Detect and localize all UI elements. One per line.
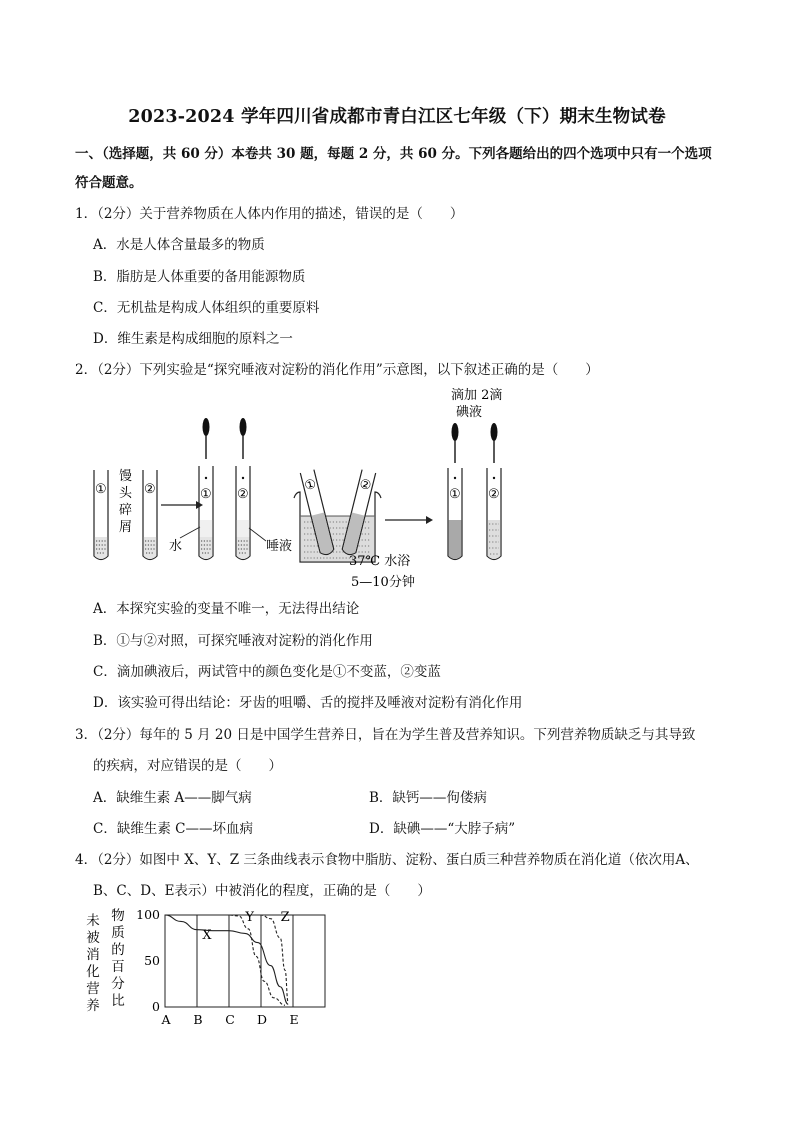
q3-stem-line1: 3．（2分）每年的 5 月 20 日是中国学生营养日，旨在为学生普及营养知识。下列营养物质缺乏与其导致	[75, 727, 696, 743]
svg-text:①: ①	[449, 487, 461, 502]
water-bath-label: 37℃ 水浴	[349, 554, 411, 569]
q1-stem: 1．（2分）关于营养物质在人体内作用的描述，错误的是（ ）	[75, 206, 464, 222]
series-label-x: X	[202, 928, 212, 944]
ylabel-right-char: 质	[111, 925, 125, 941]
ylabel-left-char: 养	[86, 998, 100, 1014]
svg-text:②: ②	[488, 487, 500, 502]
x-category-label: A	[161, 1012, 171, 1027]
test-tube-1-final	[448, 468, 462, 560]
test-tube-2-initial	[143, 470, 157, 560]
ylabel-left-char: 营	[86, 981, 100, 997]
y-tick-label: 50	[144, 953, 160, 968]
x-category-label: C	[225, 1012, 235, 1027]
y-tick-label: 0	[152, 999, 160, 1014]
svg-text:馒: 馒	[119, 469, 133, 484]
duration-label: 5—10分钟	[351, 575, 415, 590]
ylabel-right-char: 的	[111, 942, 125, 958]
test-tube-2-final	[487, 468, 501, 560]
section-instructions-line2: 符合题意。	[75, 175, 143, 191]
chart-frame	[165, 915, 325, 1007]
iodine-label-1: 滴加 2滴	[451, 388, 503, 403]
series-curve-y	[165, 915, 285, 1005]
svg-text:②: ②	[237, 487, 249, 502]
dropper-4	[491, 423, 498, 463]
section-instructions-line1: 一、（选择题，共 60 分）本卷共 30 题，每题 2 分，共 60 分。下列各题给出的四个选项中只有一个选项	[75, 146, 712, 162]
q4-stem-line1: 4．（2分）如图中 X、Y、Z 三条曲线表示食物中脂肪、淀粉、蛋白质三种营养物质在消化道（依次用A、	[75, 852, 699, 868]
x-category-label: B	[193, 1012, 203, 1027]
test-tube-1-initial	[94, 470, 108, 560]
series-label-z: Z	[280, 909, 290, 925]
tube-2-label: ②	[144, 482, 156, 497]
mantou-crumbs-label	[119, 468, 133, 535]
q2-option-d[interactable]: D．该实验可得出结论：牙齿的咀嚼、舌的搅拌及唾液对淀粉有消化作用	[93, 695, 523, 711]
y-tick-label: 100	[136, 907, 160, 922]
q2-option-a[interactable]: A．本探究实验的变量不唯一，无法得出结论	[93, 601, 360, 617]
q3-option-a[interactable]: A．缺维生素 A——脚气病	[93, 790, 252, 806]
x-category-label: D	[256, 1012, 268, 1027]
ylabel-left-char: 未	[86, 913, 100, 929]
svg-text:①: ①	[302, 476, 318, 495]
ylabel-right-char: 物	[111, 908, 125, 924]
ylabel-right-char: 百	[111, 959, 125, 975]
series-curve-z	[165, 915, 288, 1002]
svg-text:碎: 碎	[119, 503, 133, 518]
dropper-2	[240, 418, 247, 459]
q2-stem: 2．（2分）下列实验是“探究唾液对淀粉的消化作用”示意图，以下叙述正确的是（ ）	[75, 362, 599, 378]
svg-text:屑: 屑	[119, 520, 133, 535]
svg-text:头: 头	[119, 486, 133, 501]
series-label-y: Y	[245, 909, 254, 925]
dropper-1	[203, 418, 210, 459]
ylabel-right-char: 分	[111, 976, 125, 992]
series-curve-x	[165, 915, 288, 1004]
test-tube-1-water	[199, 466, 213, 560]
q2-option-b[interactable]: B．①与②对照，可探究唾液对淀粉的消化作用	[93, 633, 373, 649]
q3-stem-line2: 的疾病，对应错误的是（ ）	[93, 758, 282, 774]
q2-option-c[interactable]: C．滴加碘液后，两试管中的颜色变化是①不变蓝，②变蓝	[93, 664, 441, 680]
svg-text:①: ①	[200, 487, 212, 502]
q3-option-d[interactable]: D．缺碘——“大脖子病”	[369, 821, 516, 837]
test-tube-2-saliva	[236, 466, 250, 560]
x-category-label: E	[289, 1012, 299, 1027]
q1-option-c[interactable]: C．无机盐是构成人体组织的重要原料	[93, 300, 320, 316]
svg-text:②: ②	[357, 476, 373, 495]
ylabel-left-char: 消	[86, 947, 100, 963]
ylabel-right-char: 比	[111, 993, 125, 1009]
q4-stem-line2: B、C、D、E表示）中被消化的程度，正确的是（ ）	[93, 883, 431, 899]
digestion-chart	[80, 900, 340, 1040]
ylabel-left-char: 被	[86, 930, 100, 946]
q1-option-d[interactable]: D．维生素是构成细胞的原料之一	[93, 331, 293, 347]
ylabel-left-char: 化	[86, 964, 100, 980]
q1-option-b[interactable]: B．脂肪是人体重要的备用能源物质	[93, 269, 306, 285]
q3-option-b[interactable]: B．缺钙——佝偻病	[369, 790, 487, 806]
q1-option-a[interactable]: A．水是人体含量最多的物质	[93, 237, 265, 253]
iodine-label-2: 碘液	[456, 405, 483, 420]
saliva-label: 唾液	[266, 539, 293, 554]
exam-title: 2023-2024 学年四川省成都市青白江区七年级（下）期末生物试卷	[128, 107, 666, 127]
tube-1-label: ①	[95, 482, 107, 497]
water-label: 水	[169, 539, 183, 554]
q3-option-c[interactable]: C．缺维生素 C——坏血病	[93, 821, 253, 837]
dropper-3	[452, 423, 459, 463]
